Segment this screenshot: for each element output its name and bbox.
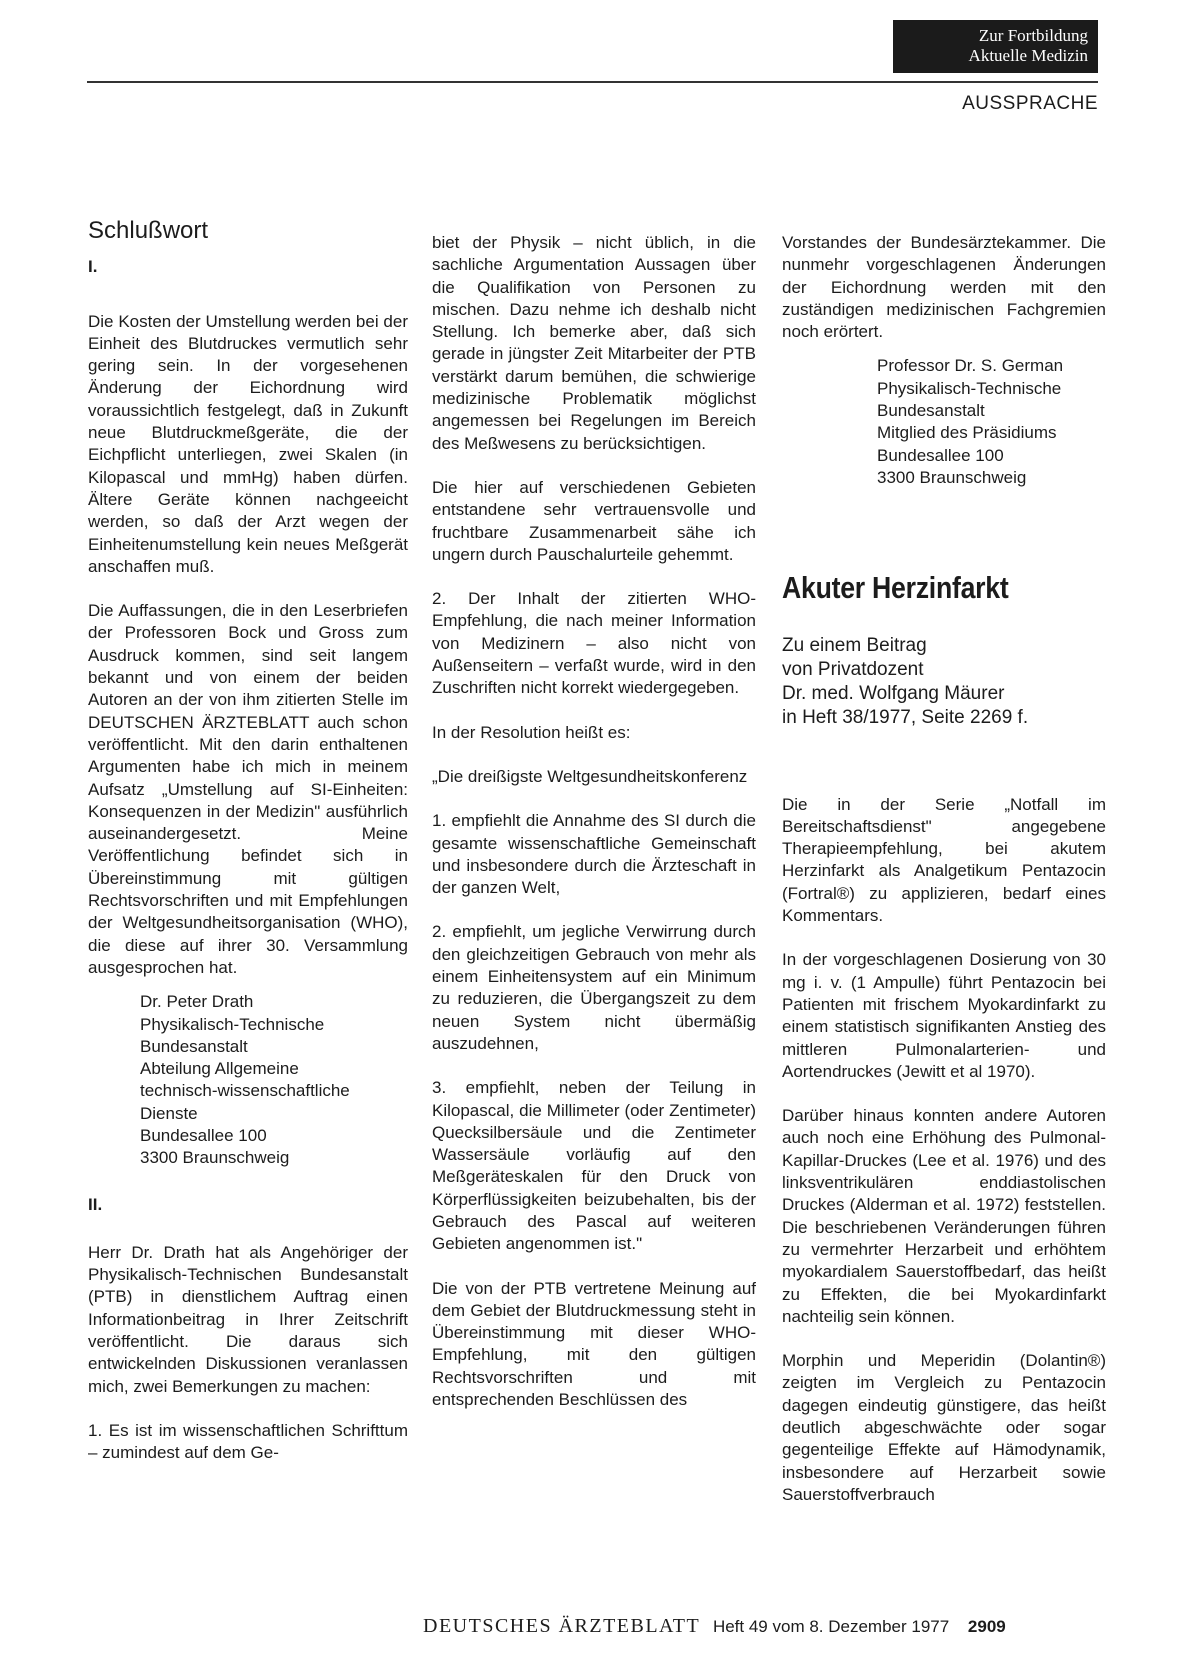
section-number-2: II. — [88, 1194, 103, 1214]
paragraph: 1. Es ist im wissenschaftlichen Schrifttum – zumindest auf dem Ge- — [88, 1420, 408, 1463]
signature-line: Bundesallee 100 — [877, 445, 1004, 465]
subheading-line: Dr. med. Wolfgang Mäurer — [782, 682, 1005, 704]
section-header-box — [893, 20, 1098, 73]
subheading-line: von Privatdozent — [782, 658, 924, 680]
magazine-name: DEUTSCHES ÄRZTEBLATT — [423, 1615, 701, 1637]
section-label: AUSSPRACHE — [962, 93, 1098, 114]
signature-line: Abteilung Allgemeine — [140, 1059, 299, 1079]
paragraph: „Die dreißigste Weltgesundheitskonferenz — [432, 766, 748, 786]
signature-line: Dienste — [140, 1103, 198, 1123]
page-number: 2909 — [967, 1617, 1006, 1636]
article-title: Akuter Herzinfarkt — [782, 570, 1009, 606]
column-1 — [88, 217, 408, 1465]
issue-info: Heft 49 vom 8. Dezember 1977 — [712, 1617, 950, 1636]
paragraph: 2. Der Inhalt der zitierten WHO-Empfehlung, die nach meiner Information von Medizinern – also nicht von Außenseitern – verfaßt wurde, wird in den Zuschriften nicht korrekt wiedergegeben. — [432, 589, 756, 698]
author-signature-2 — [782, 355, 1106, 489]
article-heading: Schlußwort — [88, 217, 209, 244]
paragraph: Die hier auf verschiedenen Gebieten entstandene sehr vertrauensvolle und fruchtbare Zusammenarbeit sähe ich ungern durch Pauschalurteile gehemmt. — [432, 477, 756, 564]
section-number-1: I. — [88, 257, 98, 277]
paragraph: Darüber hinaus konnten andere Autoren auch noch eine Erhöhung des Pulmonal-Kapillar-Druckes (Lee et al. 1976) und des linksventrikulären enddiastolischen Druckes (Alderman et al. 1972) feststellen. Die beschriebenen Veränderungen führen zu vermehrter Herzarbeit und erhöhtem myokardialem Sauerstoffbedarf, das heißt zu Effekten, die bei Myokardinfarkt nachteilig sein können. — [782, 1106, 1106, 1326]
paragraph: Die von der PTB vertretene Meinung auf dem Gebiet der Blutdruckmessung steht in Übereinstimmung mit dieser WHO-Empfehlung, mit den gültigen Rechtsvorschriften und mit entsprechenden Beschlüssen des — [432, 1278, 756, 1410]
paragraph: Herr Dr. Drath hat als Angehöriger der Physikalisch-Technischen Bundesanstalt (PTB) in dienstlichem Auftrag einen Informationbeitrag in Ihrer Zeitschrift veröffentlicht. Die daraus sich entwickelnden Diskussionen veranlassen mich, zwei Bemerkungen zu machen: — [88, 1242, 408, 1396]
signature-line: Physikalisch-Technische — [140, 1014, 325, 1034]
article-subheading — [782, 634, 1106, 730]
column-2 — [432, 232, 756, 1411]
paragraph: 3. empfiehlt, neben der Teilung in Kilopascal, die Millimeter (oder Zentimeter) Quecksilbersäule und die Zentimeter Wassersäule vorläufig auf den Meßgeräteskalen für den Druck von Körperflüssigkeiten beizubehalten, bis der Gebrauch des Pascal auf weiteren Gebieten angenommen ist." — [432, 1078, 756, 1254]
header-box-line1: Zur Fortbildung — [978, 26, 1088, 45]
signature-line: Bundesanstalt — [140, 1036, 248, 1056]
paragraph: Die Kosten der Umstellung werden bei der Einheit des Blutdruckes vermutlich sehr gering sein. In der vorgesehenen Änderung der Eichordnung wird voraussichtlich festgelegt, daß in Zukunft neue Blutdruckmeßgeräte, die der Eichpflicht unterliegen, zwei Skalen (in Kilopascal und mmHg) haben dürfen. Ältere Geräte können nachgeeicht werden, so daß der Arzt wegen der Einheitenumstellung kein neues Meßgerät anschaffen muß. — [88, 311, 408, 576]
column-3 — [782, 232, 1106, 1506]
signature-line: Bundesallee 100 — [140, 1125, 267, 1145]
signature-line: technisch-wissenschaftliche — [140, 1081, 350, 1101]
paragraph: Die Auffassungen, die in den Leserbriefen der Professoren Bock und Gross zum Ausdruck kommen, sind seit langem bekannt und von einem der beiden Autoren an der von ihm zitierten Stelle im DEUTSCHEN ÄRZTEBLATT auch schon veröffentlicht. Mit den darin enthaltenen Argumenten habe ich mich in meinem Aufsatz „Umstellung auf SI-Einheiten: Konsequenzen in der Medizin" ausführlich auseinandergesetzt. Meine Veröffentlichung befindet sich in Übereinstimmung mit gültigen Rechtsvorschriften und mit Empfehlungen der Weltgesundheitsorganisation (WHO), die diese auf ihrer 30. Versammlung ausgesprochen hat. — [88, 601, 408, 977]
subheading-line: Zu einem Beitrag — [782, 634, 927, 656]
signature-line: Bundesanstalt — [877, 401, 985, 421]
signature-line: Mitglied des Präsidiums — [877, 423, 1057, 443]
author-signature-1 — [88, 991, 408, 1169]
paragraph: biet der Physik – nicht üblich, in die sachliche Argumentation Aussagen über die Qualifikation von Personen zu mischen. Dazu nehme ich deshalb nicht Stellung. Ich bemerke aber, daß sich gerade in jüngster Zeit Mitarbeiter der PTB verstärkt darum bemühen, die schwierige medizinische Problematik möglichst angemessen bei Regelungen im Bereich des Meßwesens zu berücksichtigen. — [432, 233, 756, 453]
header-rule — [87, 81, 1098, 83]
signature-line: Physikalisch-Technische — [877, 378, 1062, 398]
page-footer — [423, 1615, 1006, 1638]
header-box-line2: Aktuelle Medizin — [968, 46, 1088, 65]
paragraph: Vorstandes der Bundesärztekammer. Die nunmehr vorgeschlagenen Änderungen der Eichordnung werden mit den zuständigen medizinischen Fachgremien noch erörtert. — [782, 233, 1106, 342]
signature-line: 3300 Braunschweig — [140, 1148, 290, 1168]
paragraph: In der Resolution heißt es: — [432, 722, 631, 742]
paragraph: In der vorgeschlagenen Dosierung von 30 mg i. v. (1 Ampulle) führt Pentazocin bei Patienten mit frischem Myokardinfarkt zu einem statistisch signifikanten Anstieg des mittleren Pulmonalarterien- und Aortendruckes (Jewitt et al 1970). — [782, 950, 1106, 1081]
paragraph: 1. empfiehlt die Annahme des SI durch die gesamte wissenschaftliche Gemeinschaft und insbesondere durch die Ärzteschaft in der ganzen Welt, — [432, 811, 756, 898]
subheading-line: in Heft 38/1977, Seite 2269 f. — [782, 706, 1029, 728]
signature-line: Professor Dr. S. German — [877, 356, 1064, 376]
signature-line: 3300 Braunschweig — [877, 467, 1027, 487]
paragraph: Morphin und Meperidin (Dolantin®) zeigten im Vergleich zu Pentazocin dagegen eindeutig günstigere, das heißt deutlich abgeschwächte oder sogar gegenteilige Effekte auf Hämodynamik, insbesondere auf Herzarbeit sowie Sauerstoffverbrauch — [782, 1351, 1106, 1504]
paragraph: 2. empfiehlt, um jegliche Verwirrung durch den gleichzeitigen Gebrauch von mehr als einem Einheitensystem auf ein Minimum zu reduzieren, die Übergangszeit zu dem neuen System nicht übermäßig auszudehnen, — [432, 922, 756, 1053]
paragraph: Die in der Serie „Notfall im Bereitschaftsdienst" angegebene Therapieempfehlung, bei akutem Herzinfarkt als Analgetikum Pentazocin (Fortral®) zu applizieren, bedarf eines Kommentars. — [782, 794, 1106, 926]
signature-line: Dr. Peter Drath — [140, 992, 254, 1012]
